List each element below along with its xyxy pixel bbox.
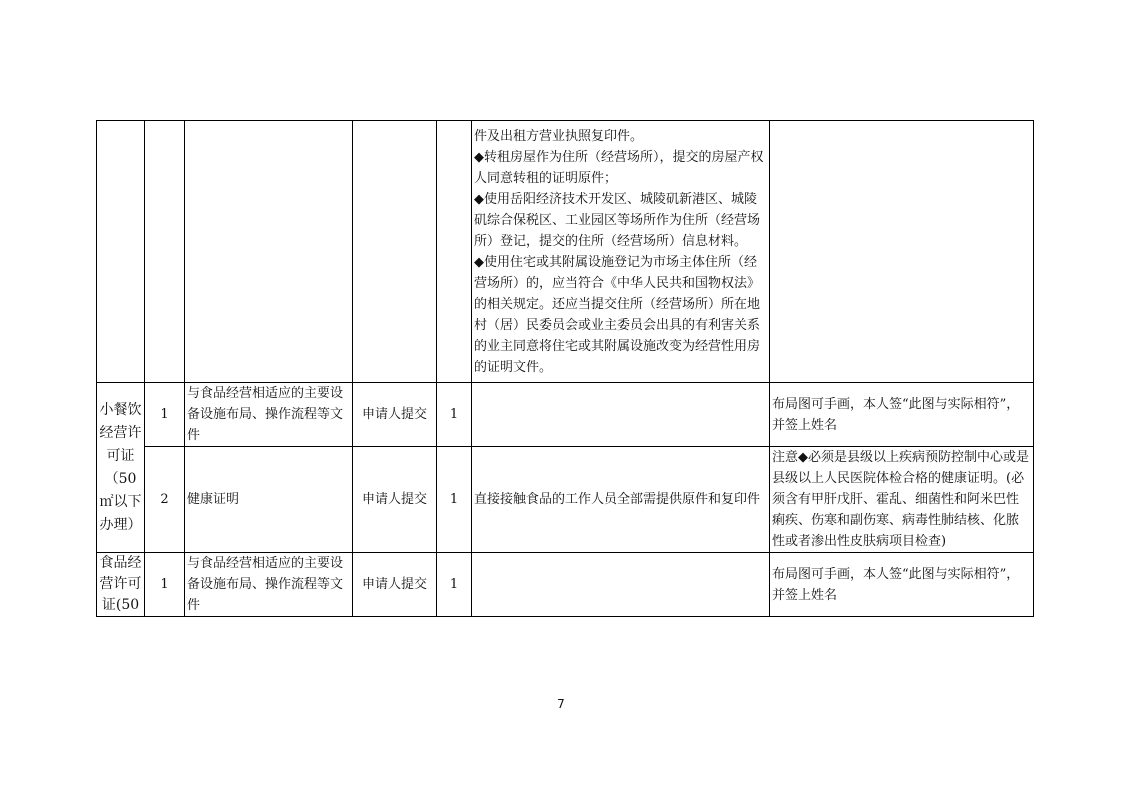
license-name-cell: 小餐饮经营许可证（50㎡以下办理） (97, 383, 145, 553)
requirements-table (96, 120, 1034, 617)
table-row (97, 447, 1034, 553)
material-cell: 与食品经营相适应的主要设备设施布局、操作流程等文件 (185, 553, 353, 617)
count-cell: 1 (437, 447, 472, 553)
condition-text: ◆转租房屋作为住所（经营场所），提交的房屋产权人同意转租的证明原件； (474, 150, 764, 186)
source-cell: 申请人提交 (353, 447, 437, 553)
count-cell: 1 (437, 553, 472, 617)
sequence-cell: 2 (145, 447, 185, 553)
count-cell: 1 (437, 383, 472, 447)
material-cell: 健康证明 (185, 447, 353, 553)
sequence-cell (145, 121, 185, 383)
license-name-cell (97, 121, 145, 383)
table-row (97, 121, 1034, 383)
note-cell: 布局图可手画，本人签“此图与实际相符”，并签上姓名 (770, 383, 1034, 447)
requirement-cell (472, 121, 770, 383)
sequence-cell: 1 (145, 383, 185, 447)
requirement-cell (472, 553, 770, 617)
note-cell: 注意◆必须是县级以上疾病预防控制中心或是县级以上人民医院体检合格的健康证明。(必须含有甲肝戊肝、霍乱、细菌性和阿米巴性痢疾、伤寒和副伤寒、病毒性肺结核、化脓性或者渗出性皮肤病项目检查) (770, 447, 1034, 553)
requirement-cell (472, 383, 770, 447)
condition-text: ◆使用岳阳经济技术开发区、城陵矶新港区、城陵矶综合保税区、工业园区等场所作为住所（经营场所）登记，提交的住所（经营场所）信息材料。 (474, 192, 761, 249)
source-cell (353, 121, 437, 383)
note-cell: 布局图可手画，本人签“此图与实际相符”，并签上姓名 (770, 553, 1034, 617)
license-name-cell: 食品经营许可证(50 (97, 553, 145, 617)
table-row (97, 553, 1034, 617)
table-row (97, 383, 1034, 447)
sequence-cell: 1 (145, 553, 185, 617)
count-cell (437, 121, 472, 383)
material-cell: 与食品经营相适应的主要设备设施布局、操作流程等文件 (185, 383, 353, 447)
source-cell: 申请人提交 (353, 383, 437, 447)
material-cell (185, 121, 353, 383)
condition-text: 件及出租方营业执照复印件。 (474, 129, 644, 144)
source-cell: 申请人提交 (353, 553, 437, 617)
page-number: 7 (557, 697, 565, 711)
condition-text: ◆使用住宅或其附属设施登记为市场主体住所（经营场所）的，应当符合《中华人民共和国物权法》的相关规定。还应当提交住所（经营场所）所在地村（居）民委员会或业主委员会出具的有利害关系的业主同意将住宅或其附属设施改变为经营性用房的证明文件。 (474, 255, 761, 375)
requirement-cell: 直接接触食品的工作人员全部需提供原件和复印件 (472, 447, 770, 553)
note-cell (770, 121, 1034, 383)
